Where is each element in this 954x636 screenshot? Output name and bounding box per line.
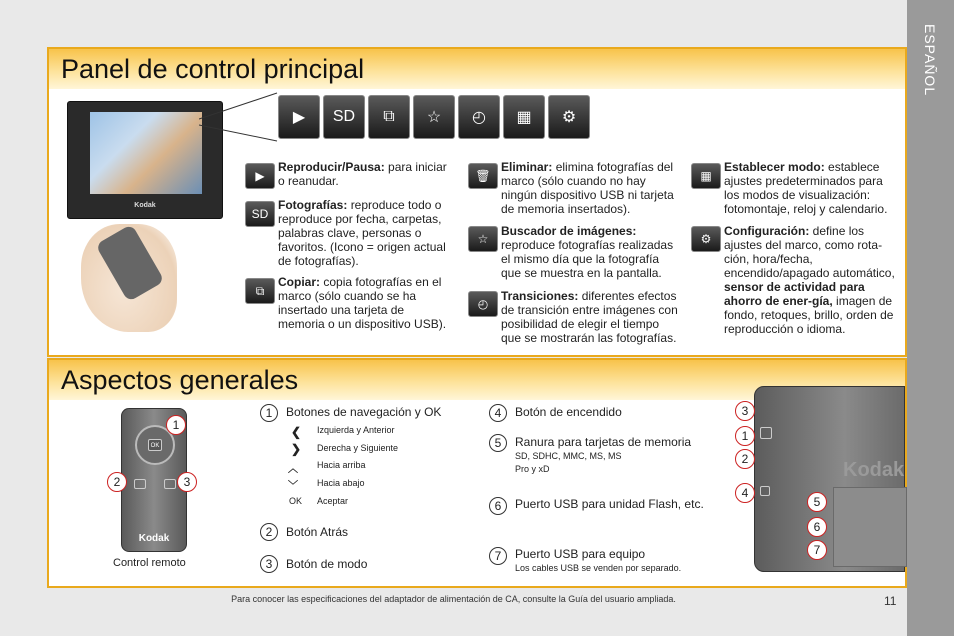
transitions-description: Transiciones: diferentes efectos de transición entre imágenes con posibilidad de elegir el tiempo que se mostrarán las fotografías. <box>501 289 678 345</box>
item-label: Puerto USB para equipo <box>515 547 646 561</box>
transition-icon: ◴ <box>468 291 498 317</box>
main-control-panel-section <box>47 47 907 357</box>
nav-text: Aceptar <box>317 496 349 506</box>
remote-callout-1: 1 <box>166 415 186 435</box>
item-label: Botones de navegación y OK <box>286 405 442 419</box>
remote-mode-button <box>164 479 176 489</box>
frame-side-image <box>754 386 905 572</box>
item-label: Puerto USB para unidad Flash, etc. <box>515 497 704 511</box>
item-sub: SD, SDHC, MMC, MS, MS Pro y xD <box>515 451 622 474</box>
callout-lines <box>199 89 279 149</box>
remote-callout-2: 2 <box>107 472 127 492</box>
nav-text: Hacia abajo <box>317 478 365 488</box>
frame-callout-5: 5 <box>807 492 827 512</box>
overview-section <box>47 358 907 588</box>
gear-icon: ⚙ <box>691 226 721 252</box>
nav-text: Hacia arriba <box>317 460 366 470</box>
section-title: Panel de control principal <box>49 49 905 89</box>
frame-card-slot-area <box>833 487 907 567</box>
item-number: 2 <box>260 523 278 541</box>
chevron-down-icon: ﹀ <box>288 481 298 492</box>
page-number: 11 <box>884 594 897 608</box>
chevron-right-icon: ❯ <box>291 442 302 456</box>
chevron-left-icon: ❮ <box>291 425 302 439</box>
image-search-icon: ☆ <box>468 226 498 252</box>
frame-brand: Kodak <box>134 202 156 209</box>
remote-callout-3: 3 <box>177 472 197 492</box>
item-number: 1 <box>260 404 278 422</box>
item-label: Botón Atrás <box>286 525 349 539</box>
frame-callout-2: 2 <box>735 449 755 469</box>
remote-brand: Kodak <box>138 533 170 544</box>
nav-text: Derecha y Siguiente <box>317 443 399 453</box>
play-description: Reproducir/Pausa: para iniciar o reanudar. <box>278 160 447 188</box>
toolbar-image-search-icon: ☆ <box>413 95 455 139</box>
copy-icon: ⧉ <box>245 278 275 304</box>
toolbar-gear-icon: ⚙ <box>548 95 590 139</box>
item-number: 3 <box>260 555 278 573</box>
set-mode-description: Establecer modo: establece ajustes predeterminados para los modos de visualización: fotomontaje, reloj y calendario. <box>724 160 888 216</box>
frame-button <box>760 427 772 439</box>
frame-callout-3: 3 <box>735 401 755 421</box>
play-icon: ▶ <box>245 163 275 189</box>
nav-text: Izquierda y Anterior <box>317 425 395 435</box>
frame-brand: Kodak <box>843 459 905 481</box>
sd-card-icon: SD <box>245 201 275 227</box>
remote-ok-button: OK <box>148 439 162 451</box>
item-number: 6 <box>489 497 507 515</box>
toolbar-play-icon: ▶ <box>278 95 320 139</box>
set-mode-icon: ▦ <box>691 163 721 189</box>
item-number: 4 <box>489 404 507 422</box>
remote-back-button <box>134 479 146 489</box>
hand-remote-image <box>81 224 177 332</box>
image-finder-description: Buscador de imágenes: reproduce fotografías realizadas el mismo día que la fotografía que se muestra en la pantalla. <box>501 224 674 280</box>
remote-in-hand <box>95 224 164 302</box>
item-label: Botón de modo <box>286 557 368 571</box>
footer-note: Para conocer las especificaciones del adaptador de alimentación de CA, consulte la Guía del usuario ampliada. <box>231 594 676 604</box>
toolbar-transition-icon: ◴ <box>458 95 500 139</box>
item-sub: Los cables USB se venden por separado. <box>515 563 682 573</box>
frame-callout-1: 1 <box>735 426 755 446</box>
ok-key-label: OK <box>289 496 303 506</box>
language-tab: ESPAÑOL <box>922 24 938 97</box>
item-number: 5 <box>489 434 507 452</box>
frame-callout-6: 6 <box>807 517 827 537</box>
trash-icon: 🗑 <box>468 163 498 189</box>
item-number: 7 <box>489 547 507 565</box>
frame-callout-7: 7 <box>807 540 827 560</box>
photos-description: Fotografías: reproduce todo o reproduce por fecha, carpetas, palabras clave, personas o favoritos. (Icono = origen actual de fotografías). <box>278 198 446 268</box>
toolbar-copy-icon: ⧉ <box>368 95 410 139</box>
toolbar-sd-card-icon: SD <box>323 95 365 139</box>
item-label: Botón de encendido <box>515 405 622 419</box>
settings-description: Configuración: define los ajustes del marco, como rota-ción, hora/fecha, encendido/apagado automático, sensor de actividad para ahorro de ener-gía, imagen de fondo, retoques, brillo, orden de reproducción o idioma. <box>724 224 895 336</box>
section-title: Aspectos generales <box>49 360 905 400</box>
item-label: Ranura para tarjetas de memoria <box>515 435 692 449</box>
remote-caption: Control remoto <box>113 557 186 569</box>
frame-screen <box>90 112 202 194</box>
frame-callout-4: 4 <box>735 483 755 503</box>
frame-power-button <box>760 486 770 496</box>
delete-description: Eliminar: elimina fotografías del marco (sólo cuando no hay ningún dispositivo USB ni tarjeta de memoria insertados). <box>501 160 674 216</box>
copy-description: Copiar: copia fotografías en el marco (sólo cuando se ha insertado una tarjeta de memoria o un dispositivo USB). <box>278 275 447 331</box>
toolbar-set-mode-icon: ▦ <box>503 95 545 139</box>
chevron-up-icon: ︿ <box>288 464 298 475</box>
